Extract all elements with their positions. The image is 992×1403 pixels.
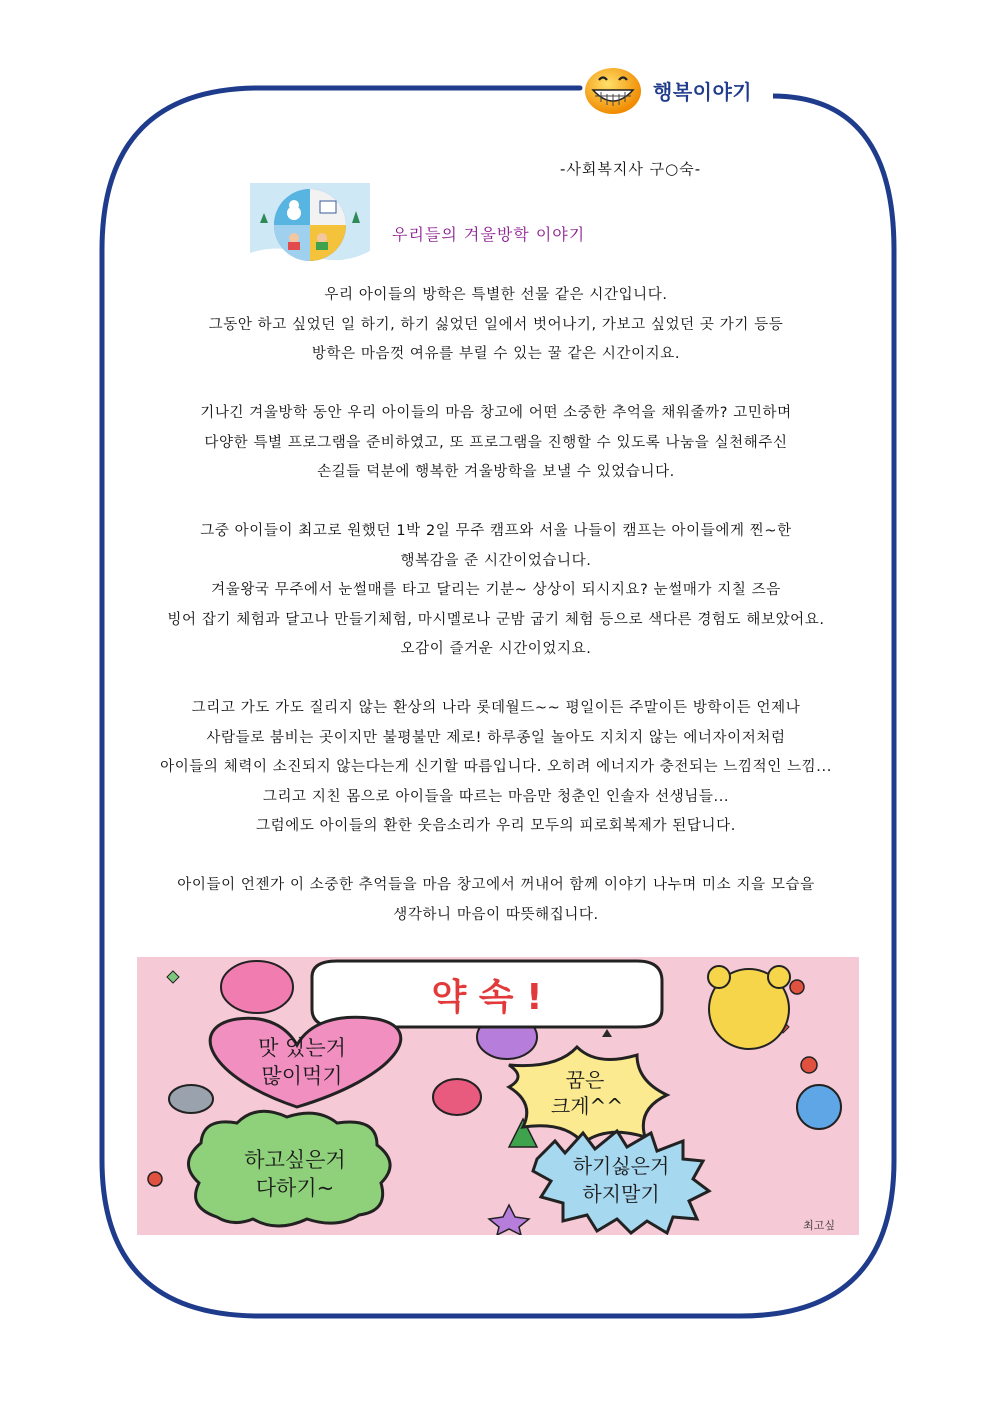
- bubble-eat-line2: 많이먹기: [261, 1064, 343, 1088]
- story-title: 우리들의 겨울방학 이야기: [392, 225, 586, 244]
- header-title: 행복이야기: [653, 79, 753, 104]
- bubble-dislike-line2: 하지말기: [582, 1182, 660, 1206]
- paragraph-line: 사람들로 붐비는 곳이지만 불평불만 제로! 하루종일 놀아도 지치지 않는 에너자이저처럼: [206, 729, 786, 746]
- paragraph-line: 그럼에도 아이들의 환한 웃음소리가 우리 모두의 피로회복제가 된답니다.: [256, 818, 736, 834]
- story-body: [104, 281, 888, 960]
- paragraph-line: 아이들이 언젠가 이 소중한 추억들을 마음 창고에서 꺼내어 함께 이야기 나누며 미소 지을 모습을: [177, 877, 815, 893]
- paragraph: [104, 694, 888, 842]
- promise-signature: 최고싶: [803, 1219, 835, 1232]
- paragraph-line: 기나긴 겨울방학 동안 우리 아이들의 마음 창고에 어떤 소중한 추억을 채워줄까? 고민하며: [200, 405, 792, 421]
- promise-card-illustration: [137, 957, 859, 1235]
- bubble-want-line2: 다하기~: [255, 1176, 335, 1200]
- paragraph-line: 방학은 마음껏 여유를 부릴 수 있는 꿀 같은 시간이지요.: [311, 346, 681, 362]
- paragraph: [104, 399, 888, 488]
- bubble-dream-line2: 크게^^: [550, 1094, 624, 1118]
- paragraph-line: 그중 아이들이 최고로 원했던 1박 2일 무주 캠프와 서울 나들이 캠프는 아이들에게 찐~한: [200, 523, 792, 539]
- paragraph-line: 손길들 덕분에 행복한 겨울방학을 보낼 수 있었습니다.: [317, 464, 675, 480]
- paragraph-line: 빙어 잡기 체험과 달고나 만들기체험, 마시멜로나 군밤 굽기 체험 등으로 색다른 경험도 해보았어요.: [167, 611, 825, 628]
- paragraph-line: 다양한 특별 프로그램을 준비하였고, 또 프로그램을 진행할 수 있도록 나눔을 실천해주신: [204, 434, 788, 451]
- paragraph: [104, 517, 888, 665]
- paragraph-line: 아이들의 체력이 소진되지 않는다는게 신기할 따름입니다. 오히려 에너지가 충전되는 느낌적인 느낌...: [160, 759, 832, 775]
- paragraph-line: 그리고 지친 몸으로 아이들을 따르는 마음만 청춘인 인솔자 선생님들...: [262, 788, 730, 805]
- paragraph-line: 생각하니 마음이 따뜻해집니다.: [393, 906, 599, 923]
- paragraph-line: 행복감을 준 시간이었습니다.: [400, 552, 592, 569]
- promise-heading: 약 속 !: [431, 977, 543, 1018]
- winter-vacation-illustration: [250, 183, 370, 267]
- paragraph-line: 그동안 하고 싶었던 일 하기, 하기 싫었던 일에서 벗어나기, 가보고 싶었던 곳 가기 등등: [208, 316, 784, 333]
- bubble-dream-line1: 꿈은: [565, 1068, 605, 1092]
- paragraph-line: 오감이 즐거운 시간이었지요.: [400, 641, 592, 657]
- grinning-face-icon: [583, 64, 643, 116]
- author-line: -사회복지사 구○숙-: [560, 160, 702, 178]
- header-badge: [583, 64, 773, 116]
- paragraph: [104, 871, 888, 930]
- bubble-dislike-line1: 하기싫은거: [572, 1154, 670, 1178]
- paragraph: [104, 281, 888, 370]
- bubble-eat-line1: 맛 있는거: [258, 1036, 346, 1060]
- paragraph-line: 그리고 가도 가도 질리지 않는 환상의 나라 롯데월드~~ 평일이든 주말이든 방학이든 언제나: [191, 700, 801, 716]
- paragraph-line: 우리 아이들의 방학은 특별한 선물 같은 시간입니다.: [324, 287, 668, 303]
- bubble-want-line1: 하고싶은거: [244, 1148, 346, 1172]
- paragraph-line: 겨울왕국 무주에서 눈썰매를 타고 달리는 기분~ 상상이 되시지요? 눈썰매가 지칠 즈음: [211, 582, 781, 598]
